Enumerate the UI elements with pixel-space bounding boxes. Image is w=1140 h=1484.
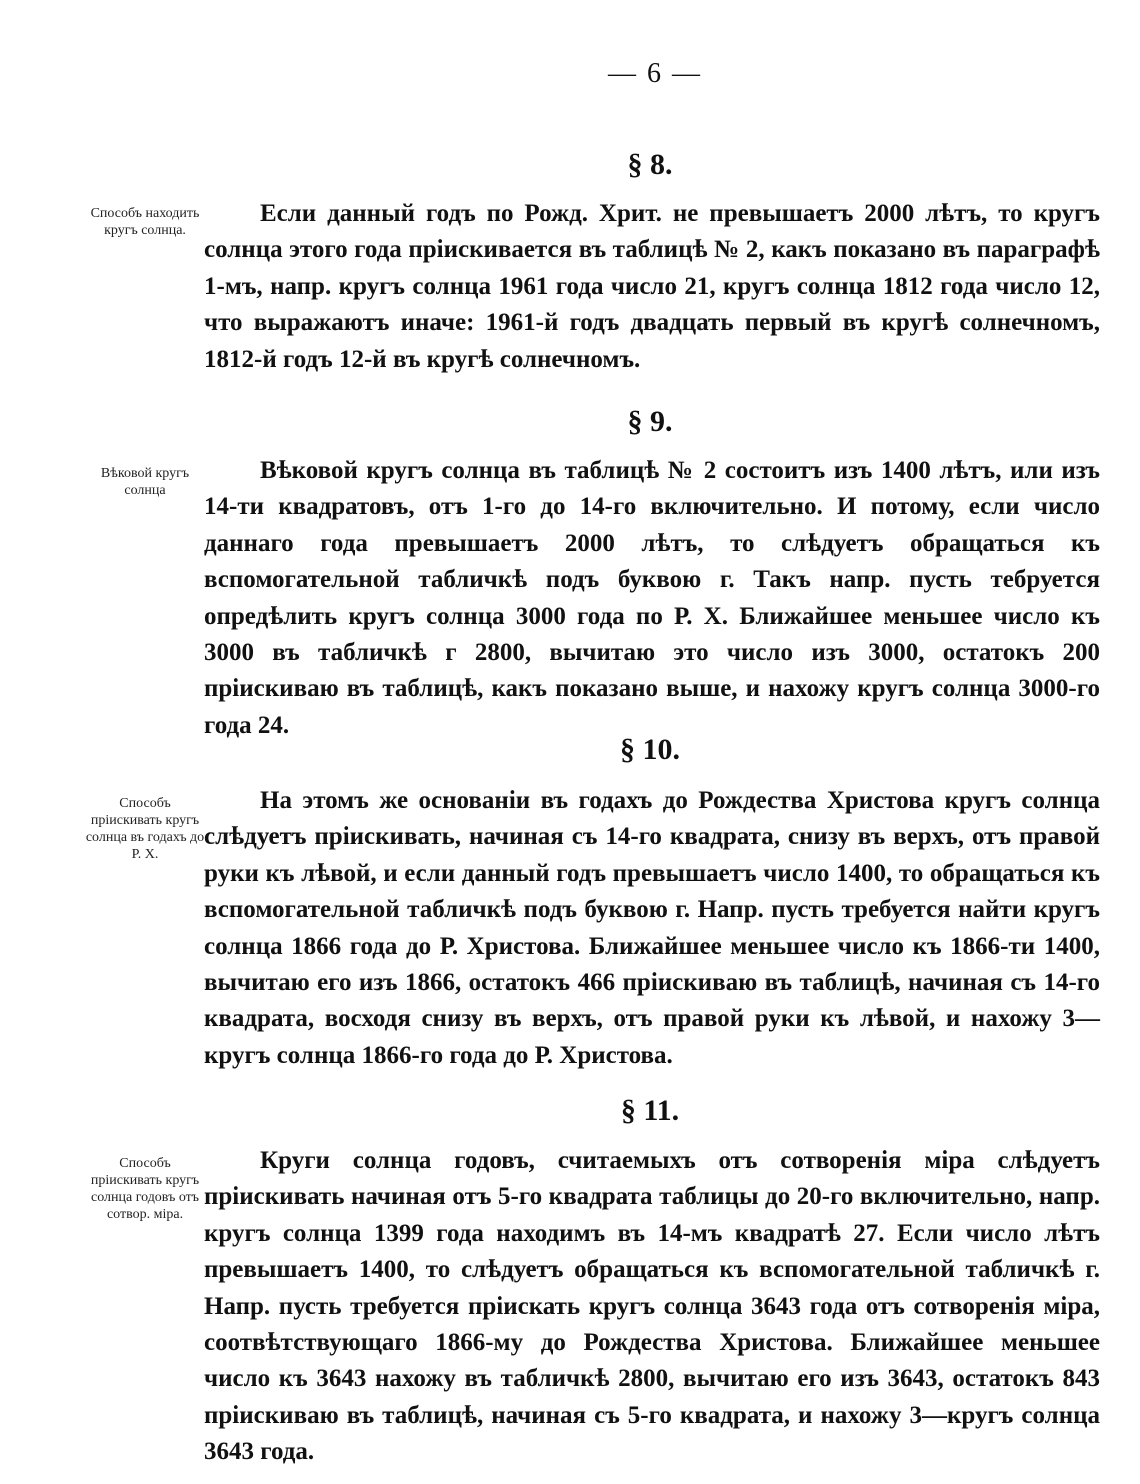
sidenote-10: Способъ пріискивать кругъ солнца въ годахъ до Р. Х. — [85, 796, 205, 862]
sidenote-8: Способъ находить кругъ солнца. — [90, 206, 200, 238]
section-heading-11: § 11. — [620, 1094, 680, 1127]
page-number: — 6 — — [608, 58, 702, 89]
sidenote-11: Способъ пріискивать кругъ солнца годовъ отъ сотвор. міра. — [90, 1156, 200, 1222]
section-heading-8: § 8. — [627, 148, 673, 181]
paragraph-10: На этомъ же основаніи въ годахъ до Рождества Христова кругъ солнца слѣдуетъ пріискивать, начиная съ 14-го квадрата, снизу въ верхъ, отъ правой руки къ лѣвой, и если данный годъ превышаетъ число 1400, то обращаться къ вспомогательной табличкѣ подъ буквою г. Напр. пусть требуется найти кругъ солнца 1866 года до Р. Христова. Ближайшее меньшее число къ 1866-ти 1400, вычитаю его изъ 1866, остатокъ 466 пріискиваю въ таблицѣ, начиная съ 14-го квадрата, восходя снизу въ верхъ, отъ правой руки къ лѣвой, и нахожу 3—кругъ солнца 1866-го года до Р. Христова. — [204, 787, 1100, 1069]
sidenote-9: Вѣковой кругъ солнца — [100, 466, 190, 498]
paragraph-8: Если данный годъ по Рожд. Хрит. не превышаетъ 2000 лѣтъ, то кругъ солнца этого года пріискивается въ таблицѣ № 2, какъ показано въ параграфѣ 1-мъ, напр. кругъ солнца 1961 года число 21, кругъ солнца 1812 года число 12, что выражаютъ иначе: 1961-й годъ двадцать первый въ кругѣ солнечномъ, 1812-й годъ 12-й въ кругѣ солнечномъ. — [204, 200, 1100, 373]
section-heading-9: § 9. — [627, 405, 673, 438]
paragraph-9: Вѣковой кругъ солнца въ таблицѣ № 2 состоитъ изъ 1400 лѣтъ, или изъ 14-ти квадратовъ, отъ 1-го до 14-го включительно. И потому, если число даннаго года превышаетъ 2000 лѣтъ, то слѣдуетъ обращаться къ вспомогательной табличкѣ подъ буквою г. Такъ напр. пусть тебруется опредѣлить кругъ солнца 3000 года по Р. Х. Ближайшее меньшее число къ 3000 въ табличкѣ г 2800, вычитаю это число изъ 3000, остатокъ 200 пріискиваю въ таблицѣ, какъ показано выше, и нахожу кругъ солнца 3000-го года 24. — [204, 457, 1100, 739]
paragraph-11: Круги солнца годовъ, считаемыхъ отъ сотворенія міра слѣдуетъ пріискивать начиная отъ 5-го квадрата таблицы до 20-го включительно, напр. кругъ солнца 1399 года находимъ въ 14-мъ квадратѣ 27. Если число лѣтъ превышаетъ 1400, то слѣдуетъ обращаться къ вспомогательной табличкѣ г. Напр. пусть требуется пріискать кругъ солнца 3643 года отъ сотворенія міра, соотвѣтствующаго 1866-му до Рождества Христова. Ближайшее меньшее число къ 3643 нахожу въ табличкѣ 2800, вычитаю его изъ 3643, остатокъ 843 пріискиваю въ таблицѣ, начиная съ 5-го квадрата, и нахожу 3—кругъ солнца 3643 года. — [204, 1147, 1100, 1466]
section-heading-10: § 10. — [620, 733, 680, 766]
